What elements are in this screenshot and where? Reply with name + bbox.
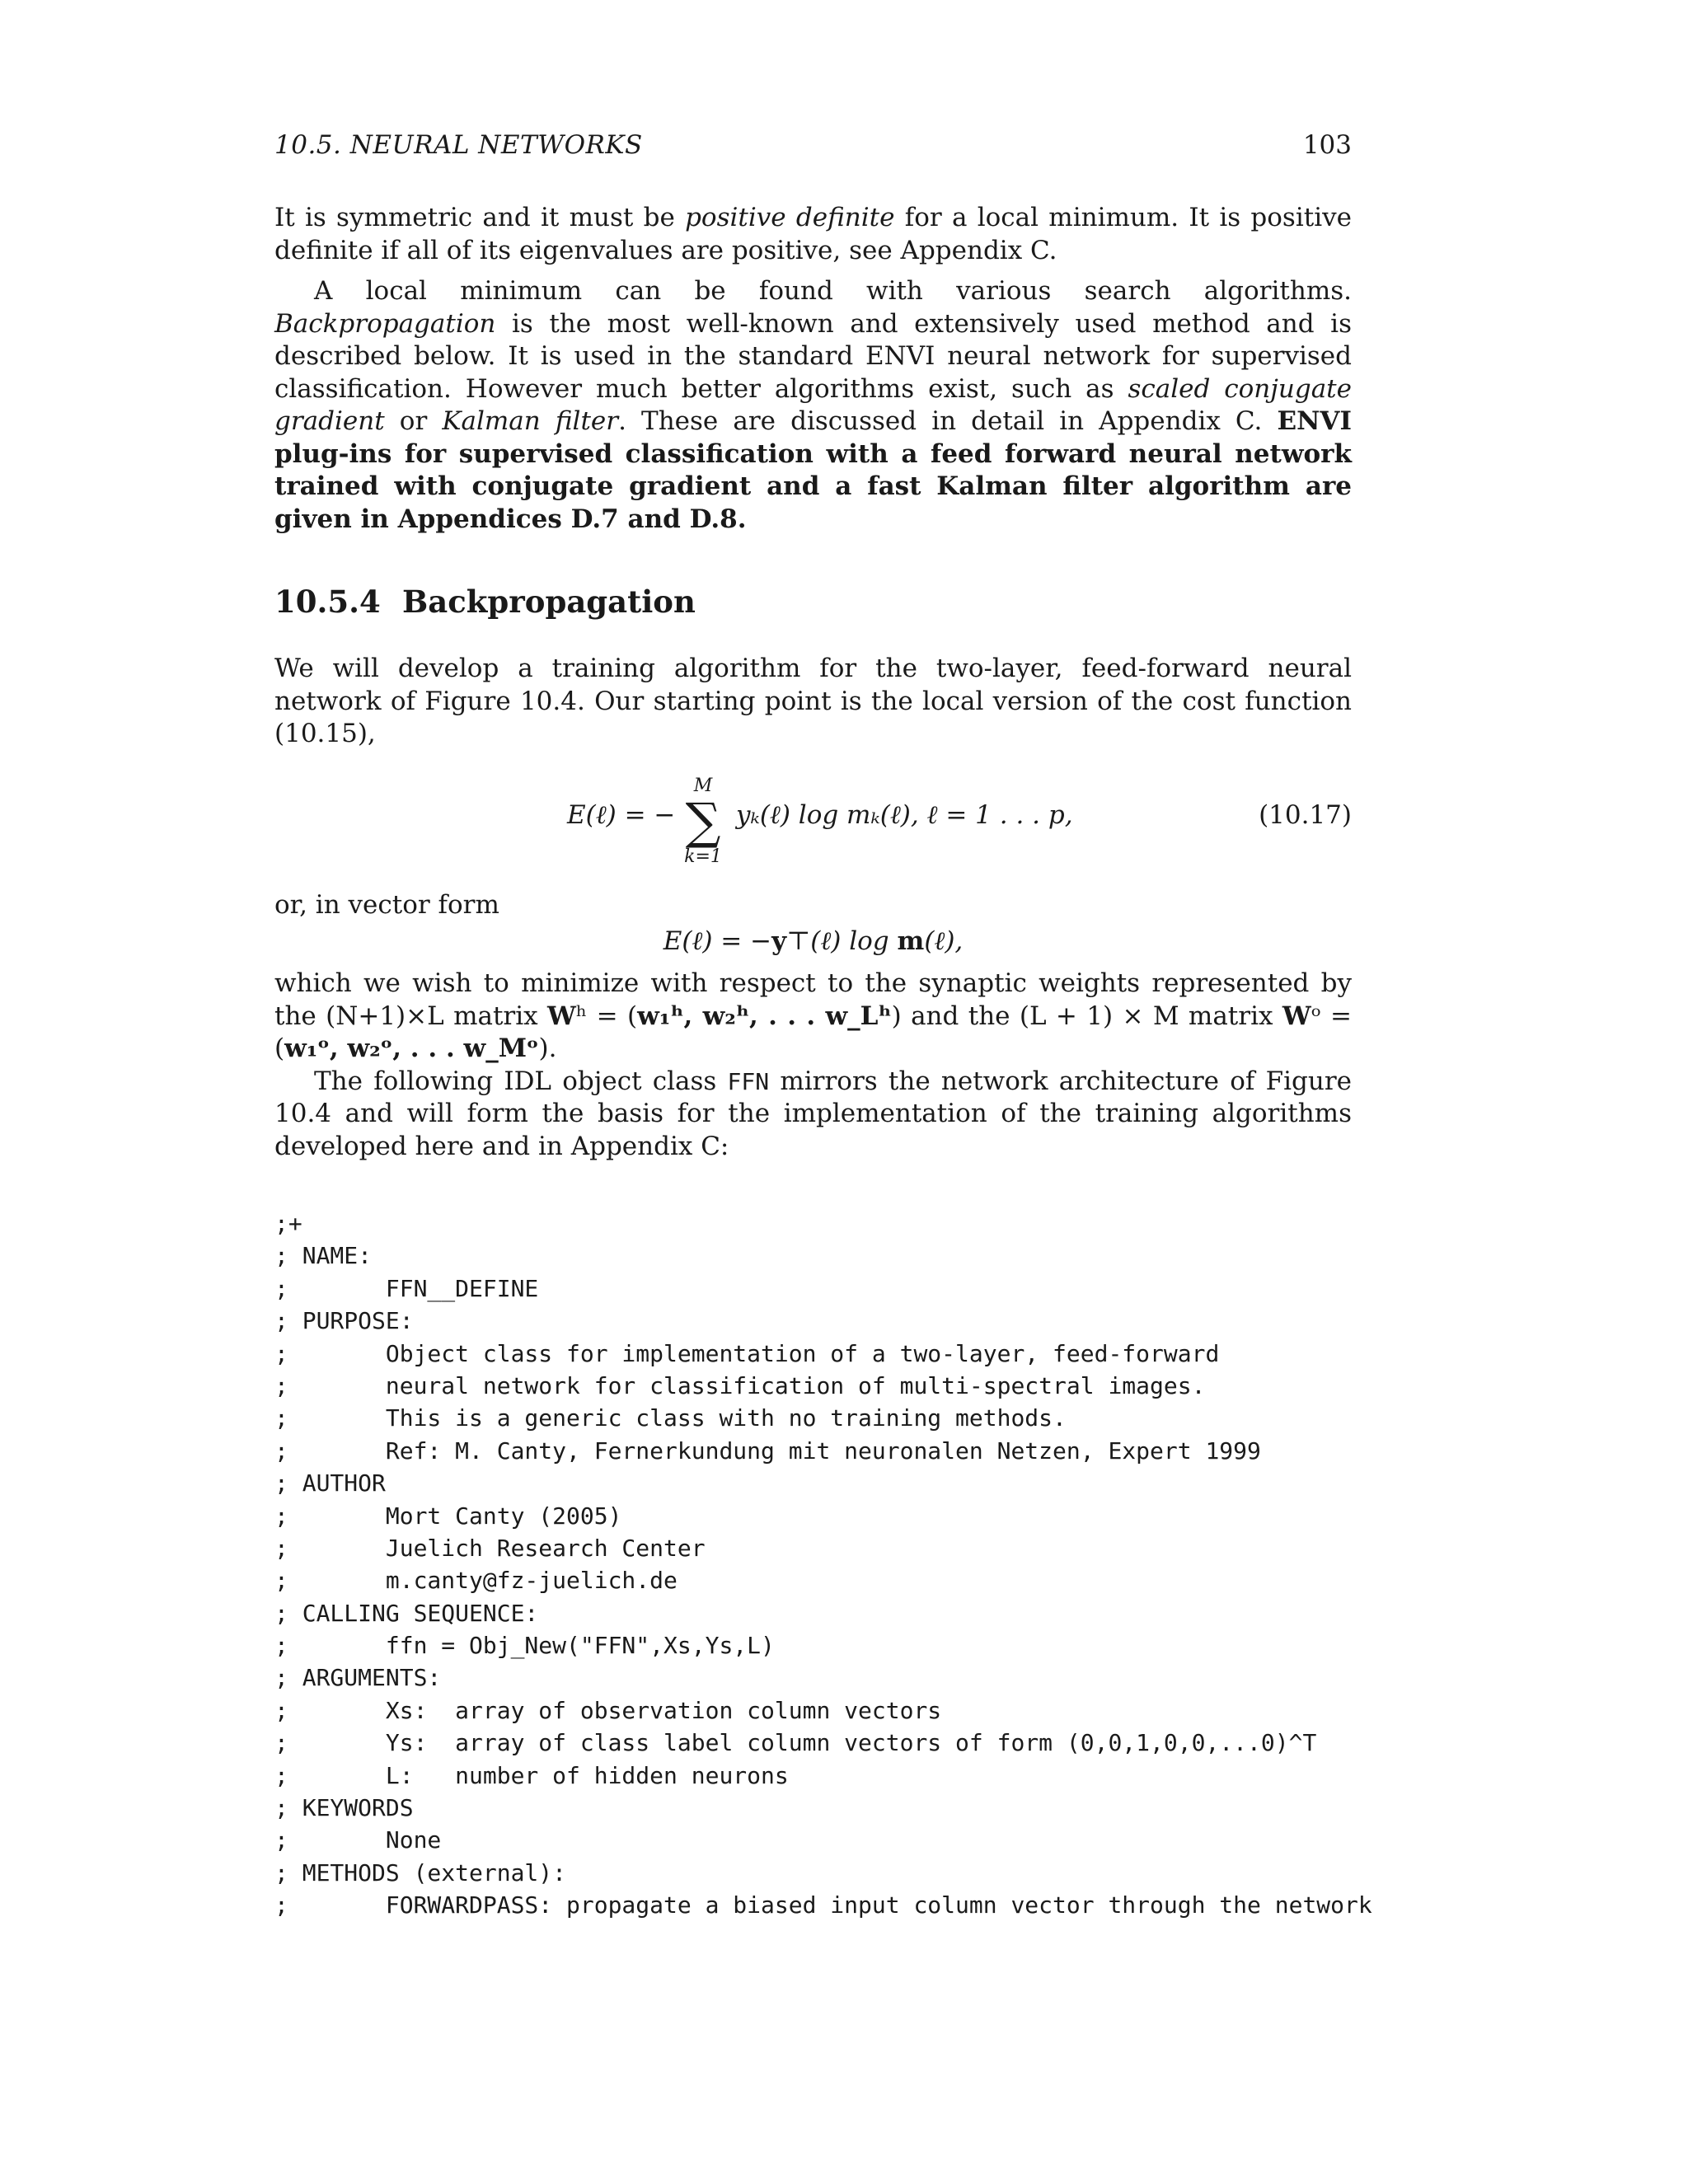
paragraph-search-algorithms bbox=[274, 275, 1352, 536]
text: ʰ = ( bbox=[575, 1001, 638, 1031]
code-line: ;+ bbox=[274, 1210, 302, 1237]
code-line: ; m.canty@fz-juelich.de bbox=[274, 1567, 678, 1595]
text: mirrors the network architecture of Figure 10.4 and will form the basis for the implementation of the training algorithms developed here and in Appendix C: bbox=[274, 1066, 1352, 1161]
text: or bbox=[384, 406, 443, 436]
summation bbox=[678, 776, 728, 868]
text: (ℓ), bbox=[924, 926, 964, 956]
text: for a local minimum. It is positive definite if all of its eigenvalues are positive, see Appendix C. bbox=[274, 203, 1352, 265]
text: E(ℓ) = − bbox=[663, 926, 772, 956]
running-head bbox=[274, 124, 1352, 173]
sigma-symbol: ∑ bbox=[685, 792, 721, 851]
equation-number: (10.17) bbox=[1259, 799, 1352, 830]
equation-vector-form bbox=[274, 926, 1352, 956]
running-head-section: 10.5. NEURAL NETWORKS bbox=[274, 130, 643, 160]
code-line: ; CALLING SEQUENCE: bbox=[274, 1599, 539, 1627]
code-line: ; Object class for implementation of a two-layer, feed-forward bbox=[274, 1339, 1220, 1367]
code-line: ; Ys: array of class label column vectors of form (0,0,1,0,0,...0)^T bbox=[274, 1729, 1317, 1757]
text: It is symmetric and it must be bbox=[274, 203, 686, 232]
code-line: ; FFN__DEFINE bbox=[274, 1274, 539, 1302]
section-heading bbox=[274, 583, 1352, 620]
text: ) and the (L + 1) × M matrix bbox=[891, 1001, 1282, 1031]
page bbox=[274, 124, 1372, 1922]
text: ). bbox=[538, 1033, 557, 1063]
sum-lower-limit: k=1 bbox=[684, 846, 722, 867]
code-line: ; FORWARDPASS: propagate a biased input column vector through the network bbox=[274, 1891, 1372, 1919]
section-number: 10.5.4 bbox=[274, 583, 381, 620]
code-line: ; PURPOSE: bbox=[274, 1307, 414, 1335]
code-line: ; Mort Canty (2005) bbox=[274, 1502, 622, 1530]
code-line: ; NAME: bbox=[274, 1242, 373, 1270]
text: A local minimum can be found with various search algorithms. bbox=[314, 276, 1352, 306]
section-title: Backpropagation bbox=[402, 583, 696, 620]
code-line: ; Juelich Research Center bbox=[274, 1534, 706, 1562]
paragraph-synaptic-weights bbox=[274, 968, 1352, 1066]
paragraph-training-algorithm: We will develop a training algorithm for the two-layer, feed-forward neural network of Figure 10.4. Our starting point is the local version of the cost function (10.15), bbox=[274, 654, 1352, 748]
code-line: ; AUTHOR bbox=[274, 1469, 386, 1497]
output-weight-vectors: w₁ᵒ, w₂ᵒ, . . . w_Mᵒ bbox=[284, 1033, 539, 1063]
code-line: ; neural network for classification of multi-spectral images. bbox=[274, 1371, 1206, 1399]
text: ᵒ = ( bbox=[274, 1001, 1352, 1063]
matrix-w-output: W bbox=[1282, 1001, 1311, 1031]
paragraph-positive-definite bbox=[274, 202, 1352, 267]
bold-note: ENVI plug-ins for supervised classification with a feed forward neural network trained with conjugate gradient and a fast Kalman filter algorithm are given in Appendices D.7 and D.8. bbox=[274, 406, 1352, 534]
code-listing bbox=[274, 1207, 1372, 1922]
hidden-weight-vectors: w₁ʰ, w₂ʰ, . . . w_Lʰ bbox=[637, 1001, 892, 1031]
vector-m: m bbox=[897, 926, 925, 956]
code-line: ; ffn = Obj_New("FFN",Xs,Ys,L) bbox=[274, 1632, 775, 1660]
text: ⊤(ℓ) log bbox=[786, 926, 898, 956]
emphasis: Backpropagation bbox=[274, 308, 496, 339]
equation-rhs: yₖ(ℓ) log mₖ(ℓ), ℓ = 1 . . . p, bbox=[736, 799, 1073, 830]
emphasis: Kalman filter bbox=[442, 406, 619, 436]
code-line: ; L: number of hidden neurons bbox=[274, 1761, 789, 1789]
text: which we wish to minimize with respect to the synaptic weights represented by the (N+1)×L matrix bbox=[274, 968, 1352, 1031]
equation-10-17 bbox=[274, 776, 1352, 874]
code-line: ; This is a generic class with no training methods. bbox=[274, 1404, 1067, 1432]
text: . These are discussed in detail in Appendix C. bbox=[618, 406, 1278, 436]
code-line: ; None bbox=[274, 1826, 442, 1854]
equation-lhs: E(ℓ) = − bbox=[567, 799, 676, 830]
code-line: ; KEYWORDS bbox=[274, 1794, 414, 1822]
text: The following IDL object class bbox=[314, 1066, 728, 1096]
emphasis: scaled conjugate gradient bbox=[274, 373, 1352, 436]
matrix-w-hidden: W bbox=[547, 1001, 576, 1031]
text: is the most well-known and extensively used method and is described below. It is used in the standard ENVI neural network for supervised classification. However much better algorithms exist, such as bbox=[274, 308, 1352, 404]
sum-upper-limit: M bbox=[693, 775, 713, 796]
paragraph-ffn-class bbox=[274, 1066, 1352, 1164]
code-line: ; ARGUMENTS: bbox=[274, 1664, 442, 1692]
emphasis: positive definite bbox=[685, 203, 895, 232]
code-line: ; METHODS (external): bbox=[274, 1858, 567, 1886]
code-line: ; Ref: M. Canty, Fernerkundung mit neuronalen Netzen, Expert 1999 bbox=[274, 1436, 1261, 1465]
paragraph-vector-form: or, in vector form bbox=[274, 889, 499, 920]
inline-code: FFN bbox=[727, 1067, 770, 1095]
code-line: ; Xs: array of observation column vectors bbox=[274, 1696, 942, 1724]
vector-y: y bbox=[771, 926, 787, 956]
page-number: 103 bbox=[1302, 130, 1352, 160]
